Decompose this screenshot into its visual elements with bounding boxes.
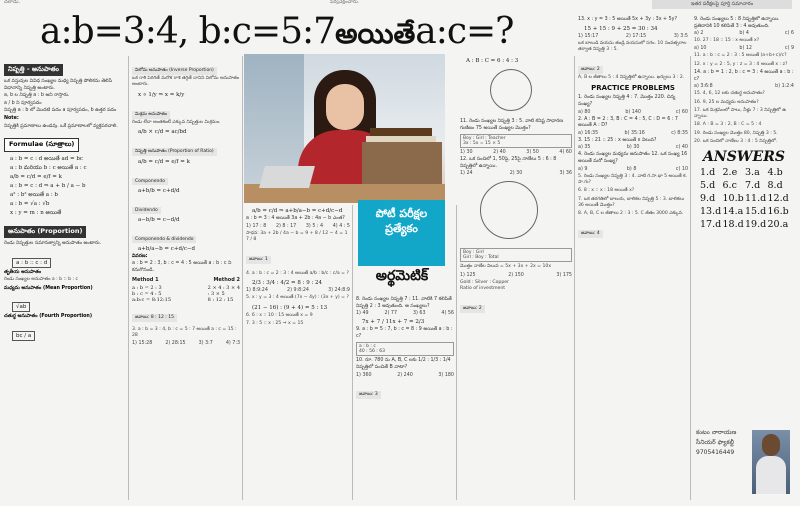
- column-divider: [242, 56, 243, 500]
- column-divider: [456, 205, 457, 500]
- example-label: వివరణ:: [132, 253, 148, 259]
- practice-question: 2. A : B = 2 : 3, B : C = 4 : 5, C : D = 6 : 7 అయితే A : D?: [578, 116, 678, 129]
- headline-query: a:c=?: [415, 11, 514, 52]
- section-heading: నిష్పత్తి అనుపాతం (Proportion of Ratio): [132, 148, 217, 156]
- body-text: 12. x : y = 2 : 5, y : z = 3 : 4 అయితే x : z?: [694, 61, 788, 67]
- body-text: 4. a : b : c = 2 : 3 : 4 అయితే a/b : b/c : c/a = ?: [246, 271, 349, 277]
- body-text: 10. 27 : 18 :: 15 : x అయితే x?: [694, 38, 760, 44]
- answer-item: 19.d: [745, 219, 767, 231]
- sub-heading: మధ్యమ అనుపాతం (Mean Proportion): [4, 285, 93, 291]
- bullet: a / b ని పూర్వపదం: [4, 100, 42, 106]
- formula-box: a : b :: c : d: [12, 258, 51, 268]
- answer-box: జవాబు: 8 : 12 : 15: [132, 314, 177, 322]
- answer-box: జవాబు: 2: [578, 66, 603, 74]
- author-photo-head: [762, 434, 780, 456]
- body-text: 20. ఒక సంచిలో నాణేలు 3 : 4 : 5 నిష్పత్తిలో.: [694, 139, 778, 145]
- formula: a : b మరియు b : c అయితే a : c: [10, 165, 87, 172]
- solution-table: Boy : Girl Girl : Boy : Total: [460, 248, 572, 262]
- options-row: 1) 49 2) 77 3) 63 4) 56: [356, 311, 454, 317]
- formula: a/b = c/d = e/f = k: [10, 174, 62, 181]
- methods-row: [132, 277, 240, 283]
- options-row: a) 80 b) 140 c) 60: [578, 109, 688, 115]
- formula: A : B : C = 6 : 4 : 3: [466, 58, 519, 64]
- formula: a² : b² అయితే a : b: [10, 192, 58, 199]
- body-text: 7. 3 : 5 :: x : 25 ⇒ x = 15: [246, 321, 304, 327]
- headline-formula: a:b=3:4, b:c=5:7: [40, 11, 336, 52]
- body-text: సాధన: 3a + 2b / 4a − b = 9 + 8 / 12 − 4 = 17 / 8: [246, 230, 348, 242]
- body-text: ఒక రాశి పెరిగితే మరొక రాశి తగ్గితే దానిని విలోమ అనుపాతం అంటారు.: [132, 76, 240, 88]
- formula: a : b = c : d ⇒ a + b / a − b: [10, 183, 86, 190]
- column-divider: [690, 56, 691, 500]
- options-row: 1) 360 2) 240 3) 180: [356, 372, 454, 378]
- formula: a+b/b = c+d/d: [138, 187, 180, 194]
- options-row: 1) 15:28 2) 28:15 3) 3:7 4) 7:3: [132, 341, 240, 347]
- formula: x ∝ 1/y ⇒ x = k/y: [138, 91, 185, 98]
- body-text: రెండు లేదా అంతకంటే ఎక్కువ నిష్పత్తుల మిశ్రమం.: [132, 119, 221, 125]
- practice-question: 3. 15 : 21 :: 25 : x అయితే x విలువ?: [578, 137, 657, 143]
- answer-item: 5.d: [700, 180, 716, 192]
- headline-telugu: అయితే: [335, 17, 416, 50]
- author-photo-body: [756, 456, 786, 494]
- bullet: నిష్పత్తి a : b లో మొదటి పదం a పూర్వపదం, b ఉత్తర పదం: [4, 108, 117, 114]
- section-heading: Componendo: [132, 178, 168, 185]
- answer-item: 2.e: [722, 167, 738, 179]
- body-text: 15. 4, 6, 12 లకు చతుర్థ అనుపాతం?: [694, 91, 765, 97]
- answers-heading: ANSWERS: [703, 149, 785, 166]
- options-row: 1) 8:9:24 2) 9:8:24 3) 24:8:9: [246, 288, 350, 294]
- body-text: రెండు సంఖ్యల అనుపాతం a : b :: b : c: [4, 277, 79, 283]
- question: 9. రెండు సంఖ్యలు 5 : 8 నిష్పత్తిలో ఉన్నాయి. ప్రతిదానికి 10 కలిపితే 3 : 4 అవుతుంది.: [694, 17, 780, 29]
- column-1: [4, 56, 124, 502]
- answer-item: 16.b: [767, 206, 789, 218]
- answer-box: జవాబు: 1: [246, 256, 271, 264]
- body-text: 6. 8 : x :: x : 18 అయితే x?: [578, 188, 635, 194]
- method-2-label: Method 2: [213, 276, 240, 283]
- practice-question: 4. రెండు సంఖ్యల మధ్యమ అనుపాతం 12. ఒక సంఖ్య 16 అయితే మరో సంఖ్య?: [578, 152, 688, 165]
- answer-item: 17.d: [700, 219, 722, 231]
- solution-table: Boy : Girl : Teacher 3x : 5x = 15 × 5: [460, 134, 572, 148]
- section-heading: Dividendo: [132, 207, 161, 214]
- body-text: A, B ల జీతాలు 5 : 4 నిష్పత్తిలో ఉన్నాయి. ఖర్చులు 3 : 2.: [578, 75, 685, 81]
- column-divider: [574, 56, 575, 500]
- note-text: నిష్పత్తికి ప్రమాణాలు ఉండవు. ఒకే ప్రమాణాలలో వ్యక్తపరచాలి.: [4, 123, 118, 129]
- formula-box: bc / a: [12, 331, 35, 341]
- proportion-text: రెండు నిష్పత్తుల సమానత్వాన్ని అనుపాతం అంటారు.: [4, 241, 102, 247]
- ratio-table: a : b : c 40 : 56 : 63: [356, 342, 454, 356]
- formula-box: √ab: [12, 302, 30, 312]
- formula: 7x + 7 / 11x + 7 = 2/3: [362, 319, 425, 326]
- formula: a : b = √a : √b: [10, 201, 50, 208]
- question: a : b = 3 : 4 అయితే 3a + 2b : 4a − b ఎంత?: [246, 216, 345, 221]
- options-row: 1) 17 : 8 2) 8 : 17 3) 5 : 4 4) 4 : 5: [246, 223, 350, 229]
- example-text: a : b = 2 : 3, b : c = 4 : 5 అయితే a : b : c ని కనుగొనండి.: [132, 261, 232, 274]
- author-phone: 9705416449: [696, 449, 735, 456]
- student-photo: [244, 54, 445, 203]
- sub-heading: చతుర్థ అనుపాతం (Fourth Proportion): [4, 314, 93, 320]
- answer-item: 11.d: [745, 193, 767, 205]
- note-label: Note:: [4, 115, 19, 121]
- column-6: [578, 16, 688, 502]
- body-text: 19. రెండు సంఖ్యల మొత్తం 80, నిష్పత్తి 3 : 5.: [694, 130, 778, 136]
- formula: a/b × c/d = ac/bd: [138, 128, 187, 135]
- column-7: [694, 16, 794, 426]
- top-strip-mid: పర్యవేక్షించారు.: [330, 0, 360, 4]
- section-heading: విలోమ అనుపాతం (Inverse Proportion): [132, 67, 217, 75]
- bullet: a, b ల నిష్పత్తి a : b అని రాస్తారు.: [4, 93, 70, 99]
- methods-body: a : b = 2 : 3 b : c = 4 : 5 a:b:c = 8:12:15 2 × 4 : 3 × 4 : 3 × 5 8 : 12 : 15: [132, 284, 240, 303]
- body-text: 7. ఒక తరగతిలో బాలురు, బాలికల నిష్పత్తి 5 : 3. బాలికలు 36 అయితే మొత్తం?: [578, 196, 685, 208]
- ratio-diagram: [490, 69, 532, 111]
- question: 10. రూ. 780 ను A, B, C లకు 1/2 : 1/3 : 1/4 నిష్పత్తిలో పంచితే B వాటా?: [356, 358, 451, 370]
- options-row: 1) 15:17 2) 17:15 3) 3:5: [578, 33, 688, 39]
- formula: a/b = c/d = e/f = k: [138, 158, 190, 165]
- formula: 2/3 : 3/4 : 4/2 = 8 : 9 : 24: [252, 280, 323, 287]
- formula: a+b/a−b = c+d/c−d: [138, 245, 196, 252]
- formula: 15 + 15 : 9 + 25 = 30 : 34: [584, 25, 658, 32]
- question: 14. a : b = 1 : 2, b : c = 3 : 4 అయితే a : b : c?: [694, 70, 794, 82]
- column-5: [460, 56, 572, 502]
- answer-item: 3.a: [745, 167, 760, 179]
- answer-item: 7.d: [745, 180, 761, 192]
- column-divider: [128, 56, 129, 500]
- body-text: ఒక బాలుడి వయసు తండ్రి వయసులో సగం. 10 సంవత్సరాల తర్వాత నిష్పత్తి 3 : 5.: [578, 40, 687, 52]
- top-strip-left: చలాడు.: [4, 0, 21, 4]
- answers-grid: [700, 167, 790, 230]
- options-row: a) 3:6:8 b) 1:2:4: [694, 84, 794, 90]
- section-heading: నిష్పత్తి - అనుపాతం: [4, 64, 63, 76]
- body-text: 5. రెండు సంఖ్యల నిష్పత్తి 3 : 4. వాటి గ.సా.భా 5 అయితే క.సా.గు?: [578, 173, 687, 185]
- section-heading: మిశ్రమ అనుపాతం: [132, 111, 170, 119]
- body-text: 5. x : y = 3 : 4 అయితే (7x − 4y) : (3x + y) = ?: [246, 295, 349, 301]
- answer-box: జవాబు: 4: [578, 230, 603, 238]
- answer-item: 6.c: [722, 180, 737, 192]
- banner-line-1: పోటీ పరీక్షల: [375, 207, 428, 220]
- answer-item: 13.d: [700, 206, 722, 218]
- options-row: a) 2 b) 4 c) 6: [694, 31, 794, 37]
- formula: a−b/b = c−d/d: [138, 216, 180, 223]
- body-text: Gold : Silver : Copper Ratio of investment: [460, 279, 509, 291]
- question: 12. ఒక సంచిలో 1, 50పై, 25పై నాణేలు 5 : 6 : 8 నిష్పత్తిలో ఉన్నాయి.: [460, 157, 557, 169]
- top-right-box: ఇతర పరీక్షలపై పూర్తి సమాచారం: [652, 0, 792, 9]
- body-text: 6. 6 : x :: 10 : 15 అయితే x = 9: [246, 312, 313, 318]
- body-text: మొత్తం నాణేల విలువ = 5x + 3x + 2x = 10x: [460, 264, 552, 270]
- options-row: a) 35 b) 30 c) 40: [578, 145, 688, 151]
- options-row: a) 16:35 b) 35:16 c) 8:35: [578, 130, 688, 136]
- question: 9. a : b = 5 : 7, b : c = 8 : 9 అయితే a : b : c?: [356, 327, 453, 339]
- answer-item: 8.d: [767, 180, 783, 192]
- formula: (21 − 16) : (9 + 4) = 5 : 13: [252, 304, 328, 311]
- coin-diagram: [480, 181, 538, 239]
- body-text: 17. ఒక మిశ్రమంలో పాలు, నీళ్లు 7 : 3 నిష్పత్తిలో ఉన్నాయి.: [694, 107, 786, 120]
- author-text: [696, 428, 756, 458]
- answer-item: 15.d: [745, 206, 767, 218]
- options-row: 1) 125 2) 150 3) 175: [460, 272, 572, 278]
- headline: [40, 10, 513, 56]
- sub-heading: తృతీయ అనుపాతం: [4, 269, 42, 275]
- formulae-heading: Formulae (సూత్రాలు): [4, 138, 79, 152]
- options-row: a) 10 b) 12 c) 9: [694, 46, 794, 52]
- options-row: a) 9 b) 8 c) 10: [578, 166, 688, 172]
- question: 11. రెండు సంఖ్యల నిష్పత్తి 3 : 5. వాటి కనిష్ట సాధారణ గుణిజం 75 అయితే సంఖ్యల మొత్తం?: [460, 119, 564, 131]
- answer-box: జవాబు: 2: [460, 305, 485, 313]
- column-2: [132, 56, 240, 502]
- answer-item: 4.b: [767, 167, 783, 179]
- formula: a/b = c/d ⇒ a+b/a−b = c+d/c−d: [252, 208, 343, 214]
- body-text: 8. A, B, C ల జీతాలు 2 : 3 : 5. C జీతం 3000 ఎక్కువ.: [578, 211, 684, 217]
- answer-item: 20.a: [767, 219, 789, 231]
- subject-title: అర్థమెటిక్: [375, 268, 429, 284]
- options-row: 1) 24 2) 30 3) 36: [460, 171, 572, 177]
- answer-item: 10.b: [722, 193, 744, 205]
- author-name: కంటం నారాయణ: [696, 429, 737, 436]
- column-4: [356, 296, 454, 502]
- answer-box: జవాబు: 3: [356, 391, 381, 399]
- section-heading: అనుపాతం (Proportion): [4, 226, 86, 238]
- banner-line-2: ప్రత్యేకం: [385, 222, 418, 235]
- column-3: [246, 206, 350, 502]
- answer-item: 14.a: [722, 206, 744, 218]
- body-text: 16. 9, 25 ల మధ్యమ అనుపాతం?: [694, 99, 759, 105]
- formula: a : b = c : d అయితే ad = bc: [10, 156, 83, 163]
- practice-heading: PRACTICE PROBLEMS: [591, 84, 675, 93]
- body-text: 18. A : B = 3 : 2, B : C = 5 : 4: [694, 122, 762, 128]
- practice-question: 1. రెండు సంఖ్యల నిష్పత్తి 4 : 7. మొత్తం 220. చిన్న సంఖ్య?: [578, 95, 676, 108]
- question: 13. x : y = 3 : 5 అయితే 5x + 3y : 3x + 5y?: [578, 17, 678, 22]
- special-banner: [358, 200, 445, 266]
- author-box: [692, 424, 792, 498]
- question: 8. రెండు సంఖ్యల నిష్పత్తి 7 : 11. వాటికి 7 కలిపితే నిష్పత్తి 2 : 3 అవుతుంది. ఆ సంఖ్యలు?: [356, 297, 452, 309]
- answer-item: 9.d: [700, 193, 716, 205]
- formula: x : y = m : n అయితే: [10, 210, 62, 217]
- body-text: 3. a : b = 3 : 4, b : c = 5 : 7 అయితే a : c = 15 : 28: [132, 326, 237, 338]
- options-row: 1) 30 2) 40 3) 50 4) 60: [460, 150, 572, 156]
- column-divider: [352, 205, 353, 500]
- body-text: 11. a : b : c = 2 : 3 : 5 అయితే (a+b+c)/c?: [694, 53, 787, 59]
- intro-text: ఒక వస్తువుల వివిధ సంఖ్యల మధ్య నిష్పత్తి పోలికను తెలిపే విధానాన్ని నిష్పత్తి అంటారు.: [4, 79, 112, 91]
- answer-item: 18.d: [722, 219, 744, 231]
- author-role: సీనియర్ ఫ్యాకల్టీ: [696, 439, 735, 446]
- answer-item: 12.d: [767, 193, 789, 205]
- answer-item: 1.d: [700, 167, 716, 179]
- section-heading: Componendo & dividendo: [132, 236, 196, 243]
- method-1-label: Method 1: [132, 276, 159, 283]
